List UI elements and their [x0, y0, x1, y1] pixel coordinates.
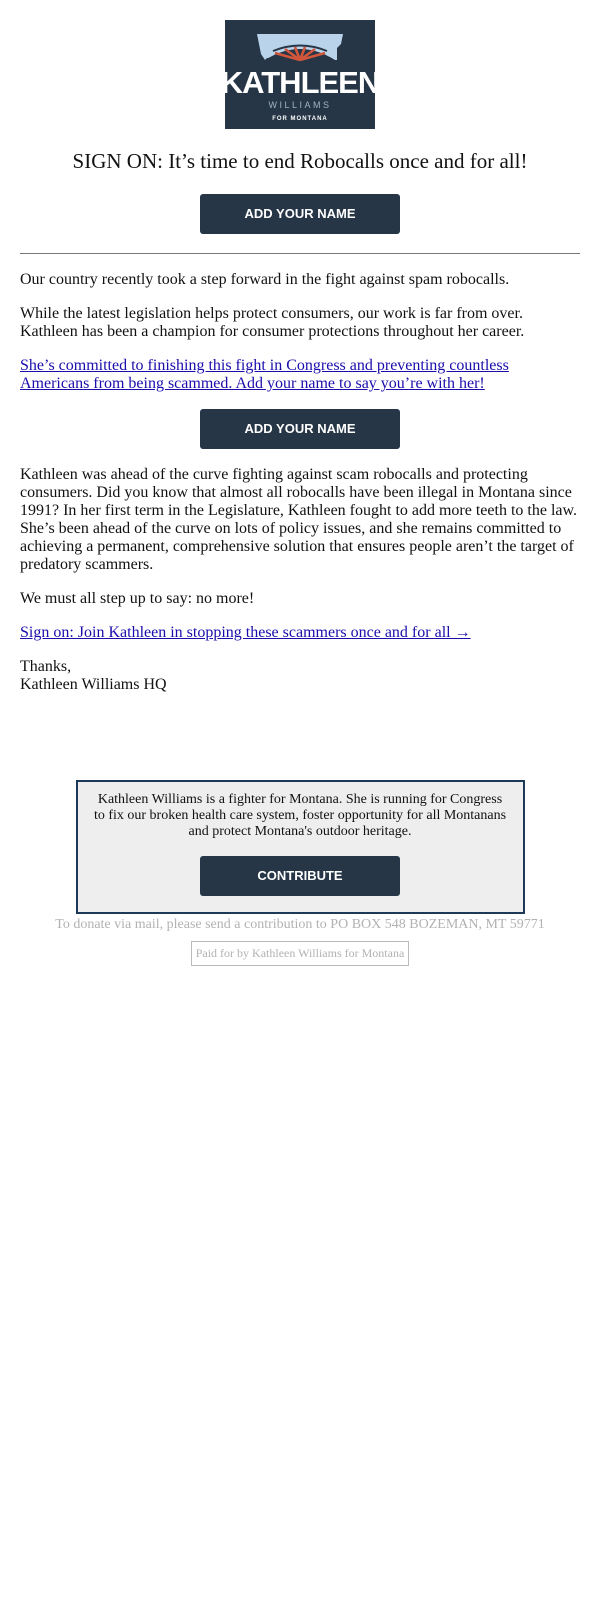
contribute-button[interactable]: CONTRIBUTE [200, 856, 400, 896]
body-paragraph-intro: Our country recently took a step forward in the fight against spam robocalls. [20, 271, 510, 289]
signoff-name: Kathleen Williams HQ [20, 676, 167, 694]
campaign-logo[interactable] [220, 20, 380, 129]
body-paragraph-call: We must all step up to say: no more! [20, 590, 255, 608]
footer-blurb: Kathleen Williams is a fighter for Montana. She is running for Congress to fix our broken health care system, foster opportunity for all Montanans and protect Montana's outdoor heritage. [93, 792, 507, 840]
logo-name-sub: WILLIAMS [268, 100, 332, 110]
sign-on-link[interactable]: Sign on: Join Kathleen in stopping these scammers once and for all → [20, 624, 471, 642]
page-title: SIGN ON: It’s time to end Robocalls once and for all! [72, 149, 528, 173]
add-your-name-button-mid[interactable]: ADD YOUR NAME [200, 409, 400, 449]
logo-tagline: FOR MONTANA [272, 116, 328, 122]
add-your-name-button-top[interactable]: ADD YOUR NAME [200, 194, 400, 234]
footer-contribute-box [76, 780, 525, 914]
spacer [20, 694, 580, 780]
divider [20, 253, 580, 254]
body-paragraph-history: Kathleen was ahead of the curve fighting against scam robocalls and protecting consumers. Did you know that almost all robocalls have been illegal in Montana since 1991? In her first term in the Legislature, Kathleen fought to add more teeth to the law. She’s been ahead of the curve on lots of policy issues, and she remains committed to achieving a permanent, comprehensive solution that ensures people aren’t the target of predatory scammers. [20, 466, 578, 574]
signoff-thanks: Thanks, [20, 658, 72, 676]
email-body [20, 20, 580, 966]
montana-sunrise-icon [255, 32, 345, 62]
body-paragraph-legislation: While the latest legislation helps protect consumers, our work is far from over. Kathleen has been a champion for consumer protections throughout her career. [20, 305, 525, 341]
paid-for-disclaimer: Paid for by Kathleen Williams for Montana [191, 941, 410, 966]
committed-link[interactable]: She’s committed to finishing this fight in Congress and preventing countless Americans from being scammed. Add your name to say you’re with her! [20, 357, 509, 393]
logo-name-main: KATHLEEN [220, 65, 380, 100]
mail-donation-note: To donate via mail, please send a contribution to PO BOX 548 BOZEMAN, MT 59771 [55, 917, 545, 933]
